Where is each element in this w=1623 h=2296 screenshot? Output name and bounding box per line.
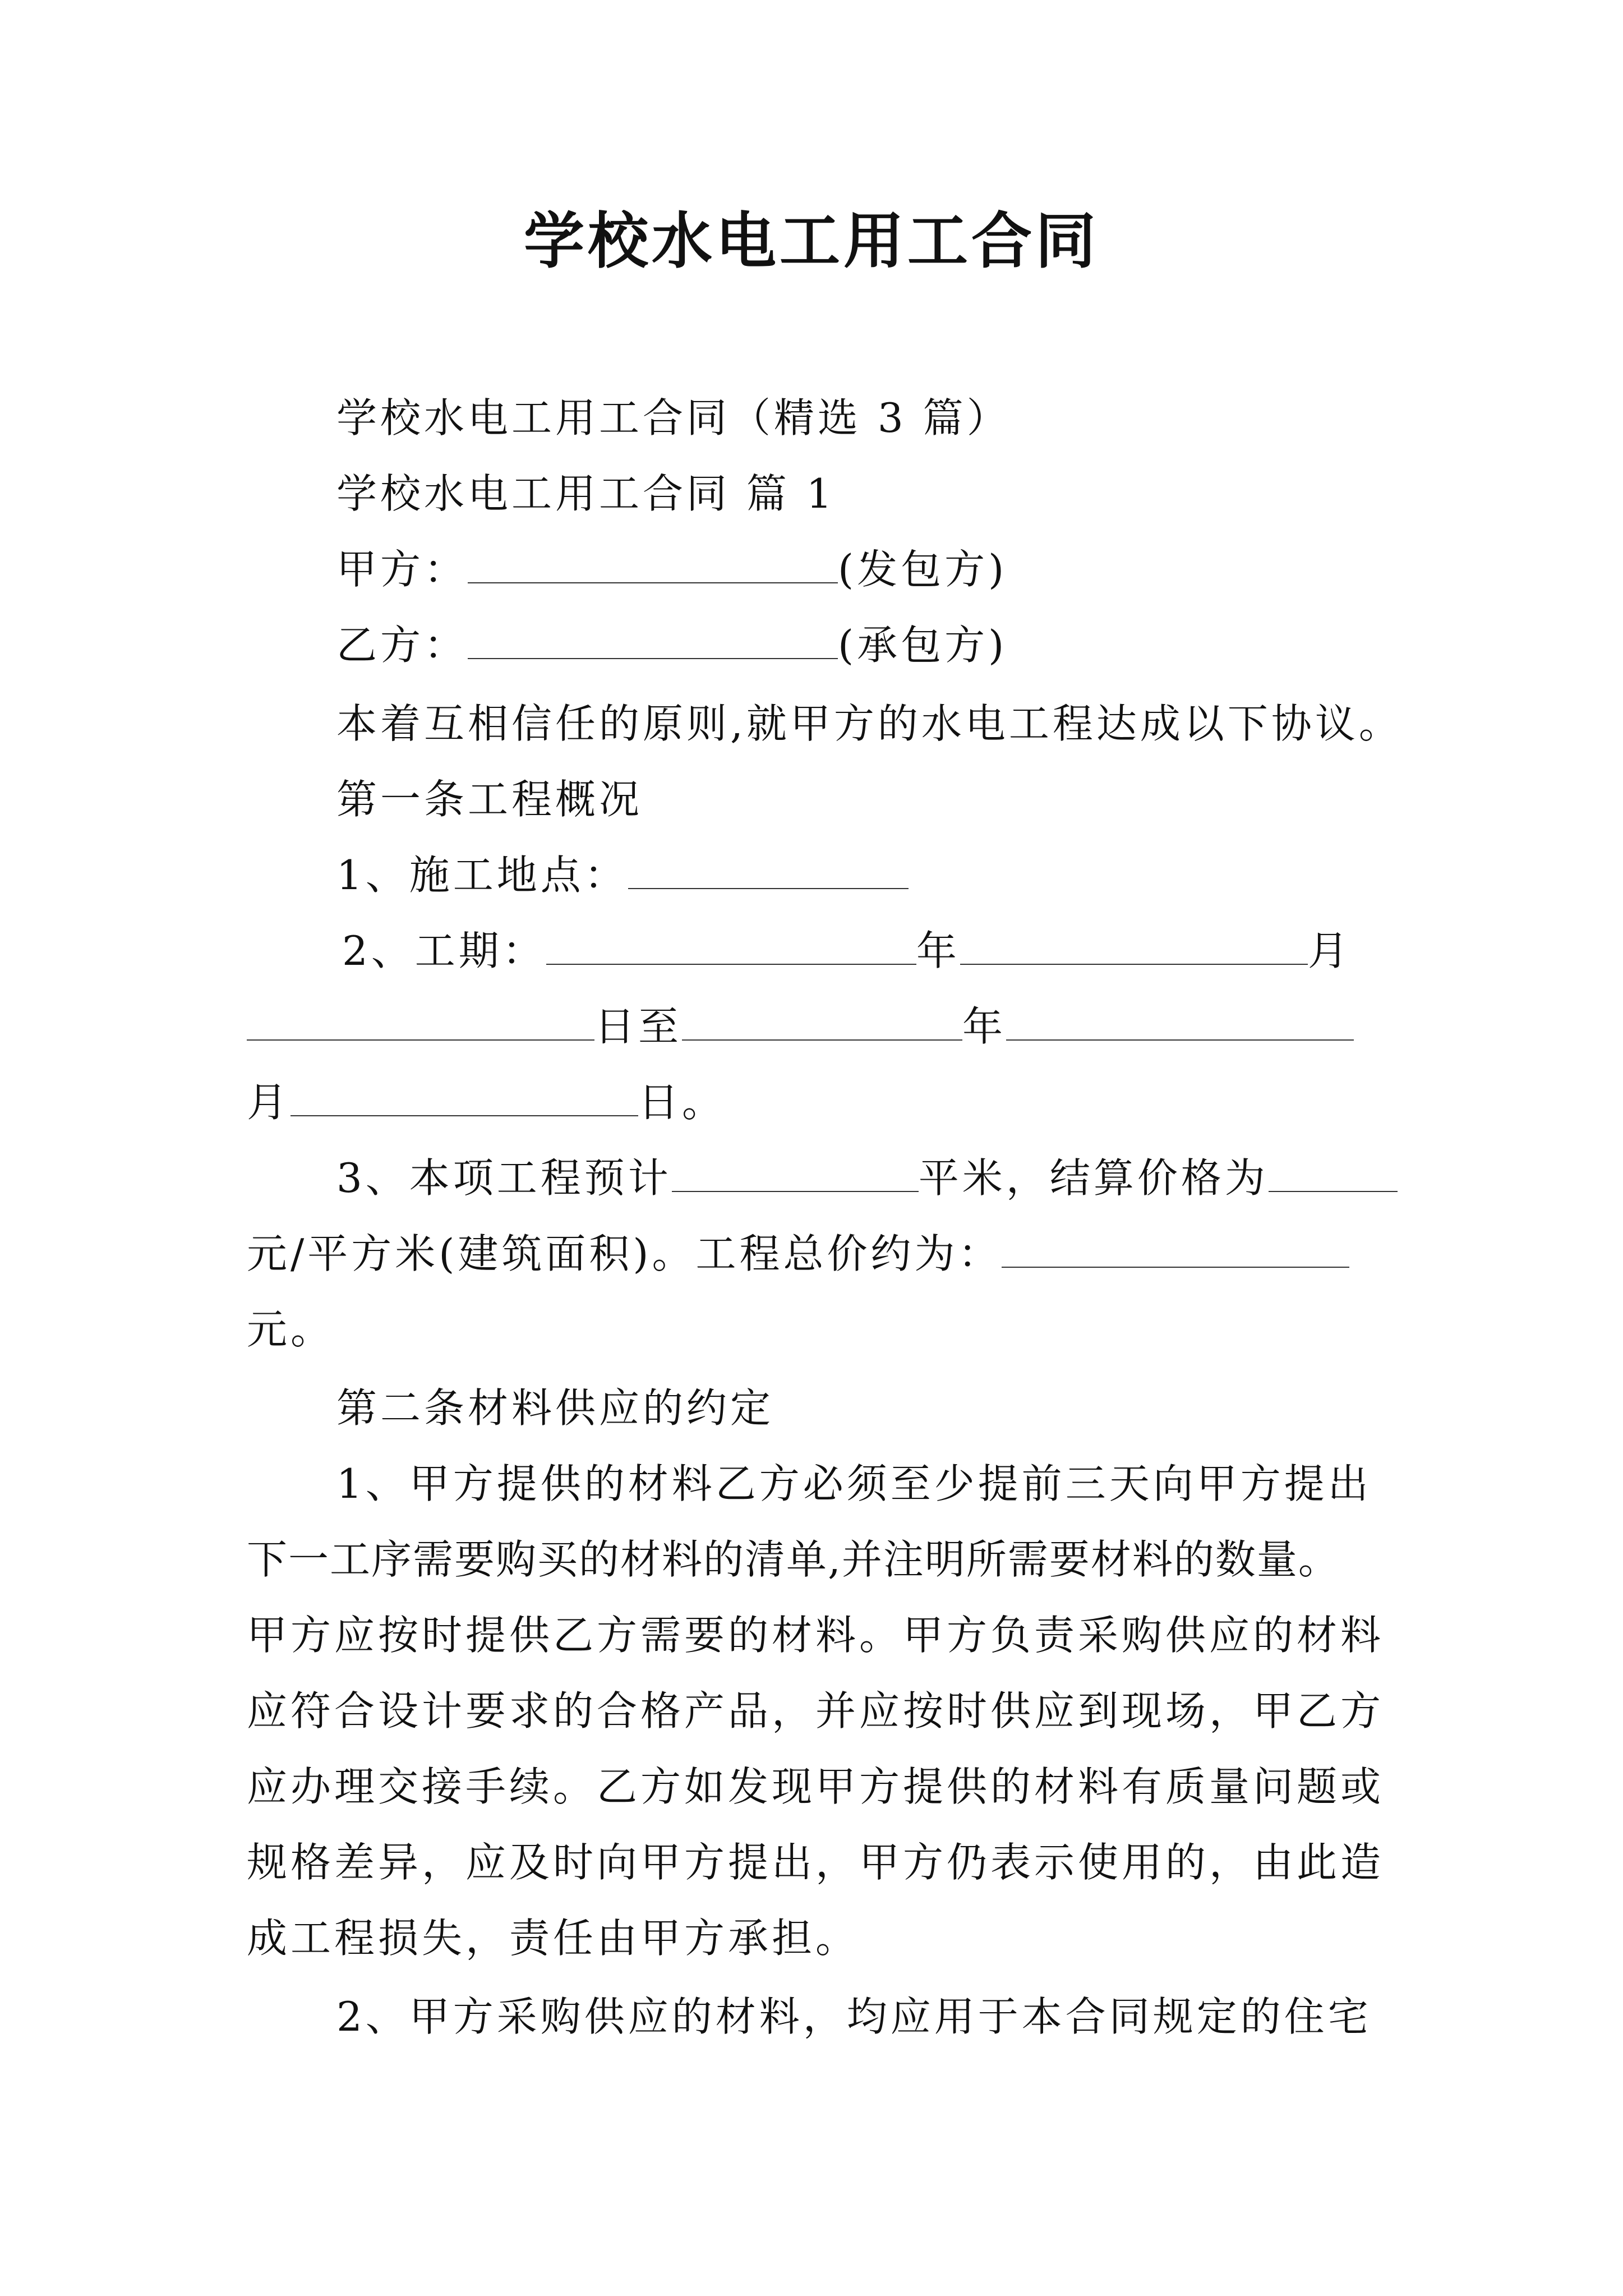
intro-paragraph: 本着互相信任的原则,就甲方的水电工程达成以下协议。	[336, 700, 1403, 747]
document-title: 学校水电工用工合同	[523, 206, 1099, 277]
area-label: 3、本项工程预计	[336, 1154, 672, 1202]
end-year-label: 年	[962, 1003, 1007, 1050]
day-to-label: 日至	[594, 1003, 683, 1050]
area-blank	[672, 1155, 919, 1192]
party-b-blank	[468, 622, 838, 659]
schedule-start-day-blank	[247, 1004, 594, 1041]
area-price-line-1	[336, 1150, 1398, 1206]
site-location-blank	[628, 852, 909, 889]
schedule-start-year-blank	[546, 928, 916, 965]
subtitle: 学校水电工用工合同（精选 3 篇）	[336, 394, 1011, 441]
chapter-heading: 学校水电工用工合同 篇 1	[336, 470, 836, 517]
materials-para1-line3: 甲方应按时提供乙方需要的材料。甲方负责采购供应的材料	[247, 1612, 1385, 1659]
party-a-blank	[468, 546, 838, 583]
materials-para1-line6: 规格差异，应及时向甲方提出，甲方仍表示使用的，由此造	[247, 1839, 1385, 1886]
day-end-label: 日。	[638, 1079, 726, 1126]
party-a-label: 甲方：	[336, 546, 468, 593]
article2-heading: 第二条材料供应的约定	[336, 1384, 774, 1432]
materials-para1-line4: 应符合设计要求的合格产品，并应按时供应到现场，甲乙方	[247, 1687, 1385, 1734]
materials-para2-line1: 2、甲方采购供应的材料，均应用于本合同规定的住宅	[336, 1993, 1372, 2040]
site-location-label: 1、施工地点：	[336, 852, 628, 899]
article1-heading: 第一条工程概况	[336, 776, 643, 823]
schedule-end-day-blank	[291, 1079, 638, 1116]
party-a-suffix: (发包方)	[838, 546, 1008, 593]
schedule-end-month-blank	[1006, 1004, 1354, 1041]
area-price-line-3: 元。	[247, 1306, 335, 1353]
schedule-line-1	[342, 923, 1352, 979]
party-b-label: 乙方：	[336, 622, 468, 669]
year-label: 年	[916, 927, 960, 974]
total-price-blank	[1002, 1231, 1349, 1268]
schedule-label: 2、工期：	[342, 927, 546, 974]
unit-price-blank	[1269, 1155, 1398, 1192]
materials-para1-line7: 成工程损失，责任由甲方承担。	[247, 1915, 860, 1962]
site-location-line	[336, 847, 909, 903]
total-price-label: 元/平方米(建筑面积)。工程总价约为：	[247, 1230, 1002, 1277]
month-label: 月	[1307, 927, 1352, 974]
end-month-label: 月	[247, 1079, 291, 1126]
party-b-suffix: (承包方)	[838, 622, 1008, 669]
materials-para1-line2: 下一工序需要购买的材料的清单,并注明所需要材料的数量。	[247, 1536, 1340, 1583]
party-b-line	[336, 617, 1007, 673]
area-price-line-2	[247, 1226, 1349, 1282]
materials-para1-line1: 1、甲方提供的材料乙方必须至少提前三天向甲方提出	[336, 1460, 1372, 1507]
schedule-start-month-blank	[960, 928, 1308, 965]
schedule-end-year-blank	[682, 1004, 962, 1041]
price-label: 平米，结算价格为	[918, 1154, 1269, 1202]
schedule-line-2	[247, 999, 1354, 1055]
schedule-line-3	[247, 1074, 726, 1130]
materials-para1-line5: 应办理交接手续。乙方如发现甲方提供的材料有质量问题或	[247, 1763, 1385, 1810]
party-a-line	[336, 541, 1007, 597]
